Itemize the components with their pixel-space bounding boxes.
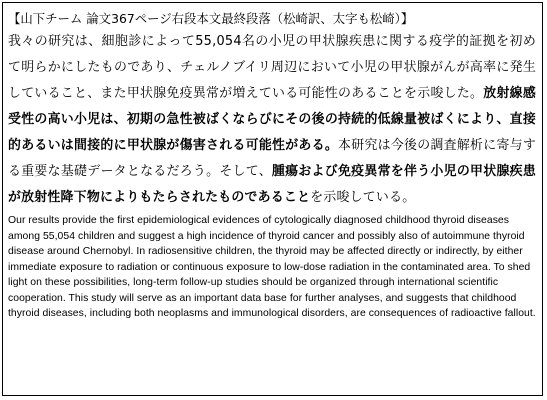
japanese-paragraph: [8, 29, 536, 211]
excerpt-box: [2, 2, 543, 396]
english-paragraph: Our results provide the first epidemiological evidences of cytologically diagnosed childhood thyroid diseases among 55,054 children and suggest a high incidence of thyroid cancer and possibly also of autoimmune thyroid disease around Chernobyl. In radiosensitive children, the thyroid may be affected directly or indirectly, by either immediate exposure to radiation or continuous exposure to low-dose radiation in the contaminated area. To shed light on these possibilities, long-term follow-up studies should be organized through international scientific cooperation. This study will serve as an important data base for further analyses, and suggests that childhood thyroid diseases, including both neoplasms and immunological disorders, are consequences of radioactive fallout.: [8, 215, 536, 319]
japanese-bold-segment: 放射線感受性の高い小児は、初期の急性被ばくならびにその後の持続的低線量被ばくにより、直接的あるいは間接的に甲状腺が傷害される可能性がある。: [8, 86, 537, 153]
japanese-text-segment: を示唆している。: [310, 190, 416, 205]
japanese-text-segment: 本研究は今後の調査解析に寄与する重要な基礎データとなるだろう。そして、: [8, 138, 537, 179]
excerpt-heading: 【山下チーム 論文367ページ右段本文最終段落（松崎訳、太字も松崎）】: [8, 11, 414, 26]
japanese-text-segment: 我々の研究は、細胞診によって55,054名の小児の甲状腺疾患に関する疫学的証拠を初めて明らかにしたものであり、チェルノブイリ周辺において小児の甲状腺がんが高率に発生していること、また甲状腺免疫異常が増えている可能性のあることを示唆した。: [8, 34, 536, 101]
japanese-bold-segment: 腫瘍および免疫異常を伴う小児の甲状腺疾患が放射性降下物によりもたらされたものであること: [8, 164, 536, 205]
